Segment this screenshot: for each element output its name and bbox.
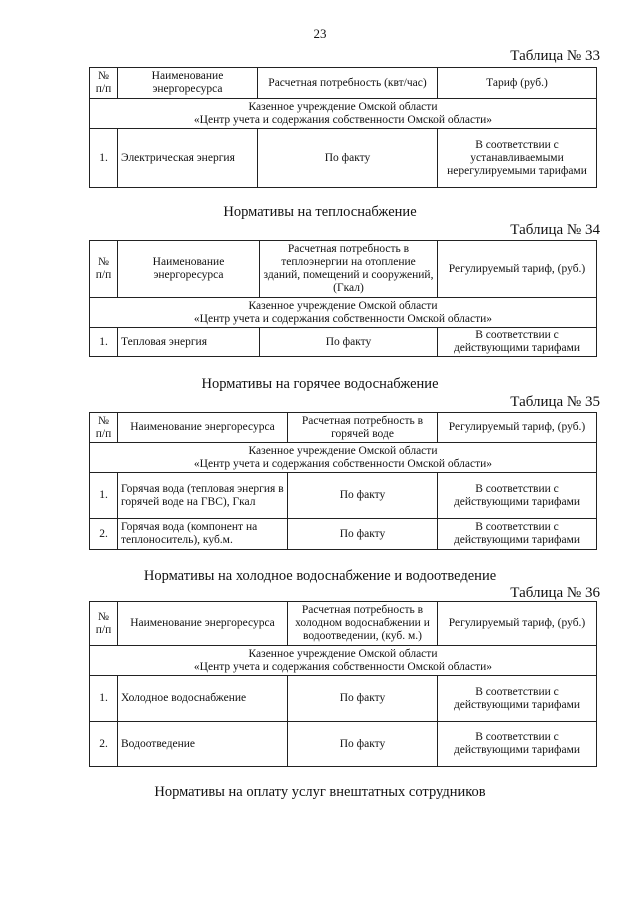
section-title-36: Нормативы на холодное водоснабжение и водоотведение — [143, 568, 497, 584]
header-tariff: Тариф (руб.) — [438, 68, 597, 99]
table-36 — [89, 601, 597, 767]
table-33-caption: Таблица № 33 — [510, 48, 600, 64]
row-tariff: В соответствии с действующими тарифами — [438, 519, 597, 550]
row-tariff: В соответствии с действующими тарифами — [438, 328, 597, 357]
org-row — [90, 646, 597, 676]
row-name: Холодное водоснабжение — [118, 676, 288, 722]
table-34 — [89, 240, 597, 357]
row-need: По факту — [288, 473, 438, 519]
header-need: Расчетная потребность (квт/час) — [258, 68, 438, 99]
org-line-2: «Центр учета и содержания собственности Омской области» — [193, 457, 493, 470]
row-tariff: В соответствии с действующими тарифами — [438, 473, 597, 519]
row-num: 1. — [90, 676, 118, 722]
header-name: Наименование энергоресурса — [118, 602, 288, 646]
row-num: 1. — [90, 328, 118, 357]
row-name: Горячая вода (тепловая энергия в горячей воде на ГВС), Гкал — [118, 473, 288, 519]
table-36-caption: Таблица № 36 — [510, 585, 600, 601]
header-name: Наименование энергоресурса — [118, 68, 258, 99]
row-num: 1. — [90, 129, 118, 188]
row-name: Тепловая энергия — [118, 328, 260, 357]
header-name: Наименование энергоресурса — [118, 241, 260, 298]
header-num: № п/п — [90, 241, 118, 298]
row-num: 2. — [90, 722, 118, 767]
org-line-2: «Центр учета и содержания собственности Омской области» — [193, 312, 493, 325]
org-line-1: Казенное учреждение Омской области — [248, 100, 438, 113]
row-tariff: В соответствии с устанавливаемыми нерегулируемыми тарифами — [438, 129, 597, 188]
row-name: Водоотведение — [118, 722, 288, 767]
row-need: По факту — [288, 519, 438, 550]
row-tariff: В соответствии с действующими тарифами — [438, 722, 597, 767]
row-num: 1. — [90, 473, 118, 519]
row-tariff: В соответствии с действующими тарифами — [438, 676, 597, 722]
header-name: Наименование энергоресурса — [118, 413, 288, 443]
page-number: 23 — [313, 26, 327, 41]
row-name: Электрическая энергия — [118, 129, 258, 188]
org-row — [90, 443, 597, 473]
org-line-2: «Центр учета и содержания собственности Омской области» — [193, 660, 493, 673]
header-num: № п/п — [90, 68, 118, 99]
table-34-caption: Таблица № 34 — [510, 222, 600, 238]
org-line-1: Казенное учреждение Омской области — [248, 299, 438, 312]
row-name: Горячая вода (компонент на теплоноситель), куб.м. — [118, 519, 288, 550]
row-need: По факту — [288, 676, 438, 722]
table-35-caption: Таблица № 35 — [510, 394, 600, 410]
header-tariff: Регулируемый тариф, (руб.) — [438, 241, 597, 298]
header-need: Расчетная потребность в теплоэнергии на отопление зданий, помещений и сооружений, (Гкал) — [260, 241, 438, 298]
org-row — [90, 298, 597, 328]
header-num: № п/п — [90, 602, 118, 646]
row-need: По факту — [258, 129, 438, 188]
header-need: Расчетная потребность в холодном водоснабжении и водоотведении, (куб. м.) — [288, 602, 438, 646]
table-35 — [89, 412, 597, 550]
header-need: Расчетная потребность в горячей воде — [288, 413, 438, 443]
row-need: По факту — [288, 722, 438, 767]
header-tariff: Регулируемый тариф, (руб.) — [438, 413, 597, 443]
section-title-staff: Нормативы на оплату услуг внештатных сотрудников — [154, 784, 486, 800]
org-line-1: Казенное учреждение Омской области — [248, 647, 438, 660]
row-num: 2. — [90, 519, 118, 550]
org-line-2: «Центр учета и содержания собственности Омской области» — [193, 113, 493, 126]
org-line-1: Казенное учреждение Омской области — [248, 444, 438, 457]
row-need: По факту — [260, 328, 438, 357]
table-33 — [89, 67, 597, 188]
org-row — [90, 99, 597, 129]
header-num: № п/п — [90, 413, 118, 443]
section-title-34: Нормативы на теплоснабжение — [223, 204, 417, 220]
header-tariff: Регулируемый тариф, (руб.) — [438, 602, 597, 646]
section-title-35: Нормативы на горячее водоснабжение — [201, 376, 439, 392]
